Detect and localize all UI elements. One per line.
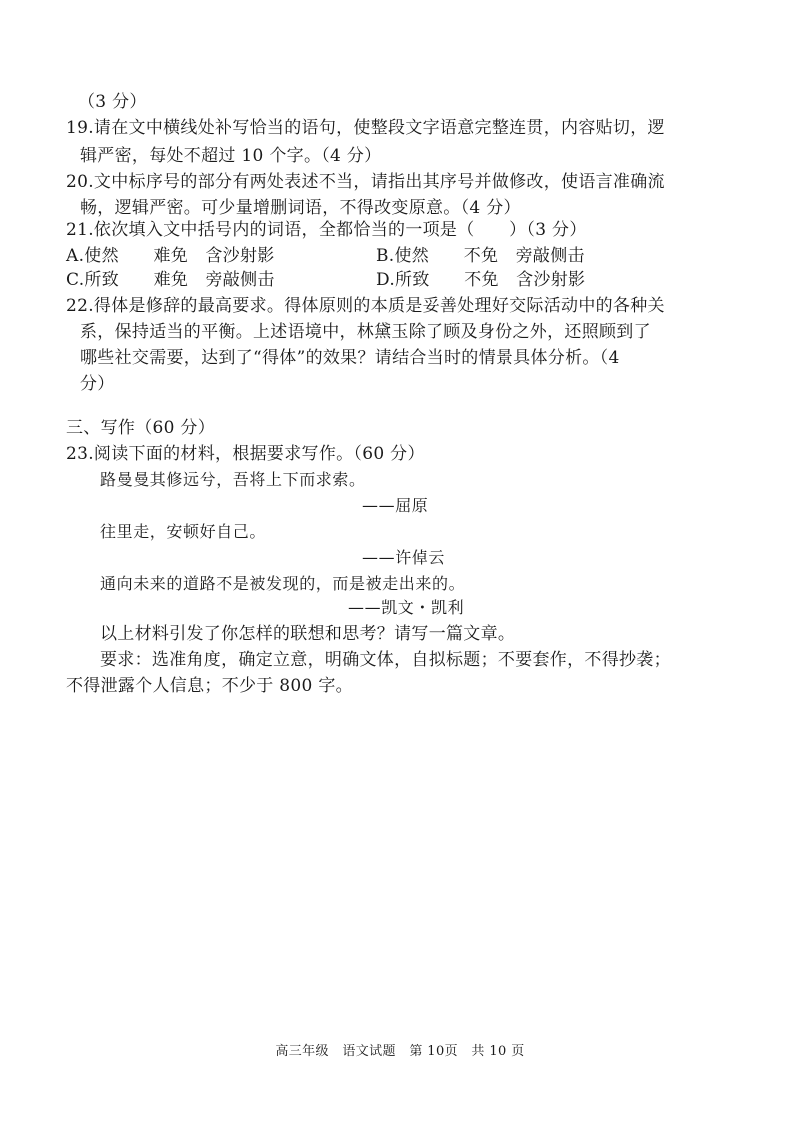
writing-prompt: 以上材料引发了你怎样的联想和思考？请写一篇文章。 bbox=[100, 624, 516, 644]
q22-line-3: 哪些社交需要，达到了“得体”的效果？请结合当时的情景具体分析。（4 bbox=[80, 348, 620, 368]
q23-stem: 23.阅读下面的材料，根据要求写作。（60 分） bbox=[66, 444, 425, 464]
q18-score-tail: （3 分） bbox=[78, 92, 147, 112]
quote-author-2: ——许倬云 bbox=[362, 548, 446, 567]
option-text: 所致 不免 含沙射影 bbox=[395, 270, 586, 290]
q22-line-1: 22.得体是修辞的最高要求。得体原则的本质是妥善处理好交际活动中的各种关 bbox=[66, 296, 665, 316]
q20-line-2: 畅，逻辑严密。可少量增删词语，不得改变原意。（4 分） bbox=[80, 198, 521, 218]
option-label: C. bbox=[66, 270, 85, 290]
q21-stem: 21.依次填入文中括号内的词语，全都恰当的一项是（ ）（3 分） bbox=[66, 220, 587, 240]
option-label: A. bbox=[66, 246, 85, 266]
q19-line-2: 辑严密，每处不超过 10 个字。（4 分） bbox=[80, 146, 382, 166]
quote-text-1: 路曼曼其修远兮，吾将上下而求索。 bbox=[100, 470, 366, 489]
option-text: 所致 难免 旁敲侧击 bbox=[84, 270, 275, 290]
option-label: D. bbox=[376, 270, 396, 290]
quote-author-1: ——屈原 bbox=[362, 496, 429, 515]
option-label: B. bbox=[376, 246, 395, 266]
quote-text-3: 通向未来的道路不是被发现的，而是被走出来的。 bbox=[100, 574, 466, 593]
requirements-line-2: 不得泄露个人信息；不少于 800 字。 bbox=[66, 676, 353, 696]
q21-option-d bbox=[376, 266, 585, 294]
option-text: 使然 难免 含沙射影 bbox=[84, 246, 275, 266]
q20-line-1: 20.文中标序号的部分有两处表述不当，请指出其序号并做修改，使语言准确流 bbox=[66, 172, 665, 192]
page-footer: 高三年级 语文试题 第 10页 共 10 页 bbox=[275, 1044, 525, 1059]
quote-author-3: ——凯文・凯利 bbox=[348, 598, 465, 617]
section-title: 三、写作（60 分） bbox=[66, 418, 216, 438]
q22-line-4: 分） bbox=[80, 374, 115, 394]
option-text: 使然 不免 旁敲侧击 bbox=[394, 246, 585, 266]
q21-option-c bbox=[66, 266, 275, 294]
q19-line-1: 19.请在文中横线处补写恰当的语句，使整段文字语意完整连贯，内容贴切，逻 bbox=[66, 118, 665, 138]
q22-line-2: 系，保持适当的平衡。上述语境中，林黛玉除了顾及身份之外，还照顾到了 bbox=[80, 322, 651, 342]
requirements-line-1: 要求：选准角度，确定立意，明确文体，自拟标题；不要套作，不得抄袭； bbox=[100, 650, 671, 670]
quote-text-2: 往里走，安顿好自己。 bbox=[100, 522, 267, 541]
